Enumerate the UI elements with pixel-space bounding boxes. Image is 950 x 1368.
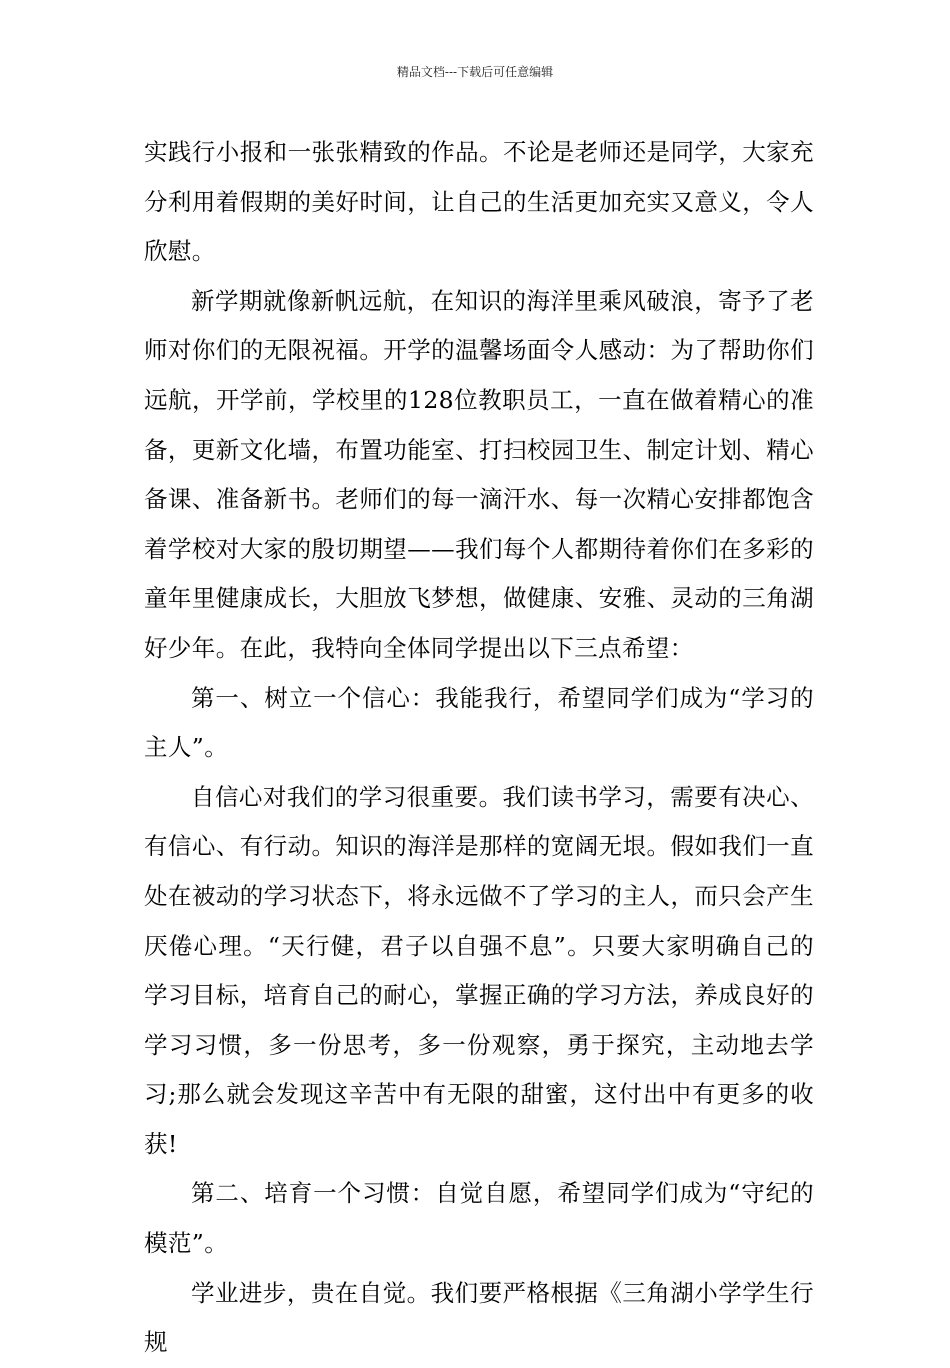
paragraph-3: 第一、树立一个信心：我能我行，希望同学们成为“学习的主人”。	[144, 683, 814, 762]
paragraph-5: 第二、培育一个习惯：自觉自愿，希望同学们成为“守纪的模范”。	[144, 1179, 814, 1258]
page-header: 精品文档---下载后可任意编辑	[396, 65, 554, 79]
paragraph-4: 自信心对我们的学习很重要。我们读书学习，需要有决心、有信心、有行动。知识的海洋是那样的宽阔无垠。假如我们一直处在被动的学习状态下，将永远做不了学习的主人，而只会产生厌倦心理。“天行健，君子以自强不息”。只要大家明确自己的学习目标，培育自己的耐心，掌握正确的学习方法，养成良好的学习习惯，多一份思考，多一份观察，勇于探究，主动地去学习;那么就会发现这辛苦中有无限的甜蜜，这付出中有更多的收获!	[144, 782, 814, 1158]
document-body	[144, 128, 814, 1368]
paragraph-1: 实践行小报和一张张精致的作品。不论是老师还是同学，大家充分利用着假期的美好时间，让自己的生活更加充实又意义，令人欣慰。	[144, 138, 814, 266]
paragraph-6: 学业进步，贵在自觉。我们要严格根据《三角湖小学学生行规	[144, 1278, 814, 1357]
paragraph-2: 新学期就像新帆远航，在知识的海洋里乘风破浪，寄予了老师对你们的无限祝福。开学的温馨场面令人感动：为了帮助你们远航，开学前，学校里的128位教职员工，一直在做着精心的准备，更新文化墙，布置功能室、打扫校园卫生、制定计划、精心备课、准备新书。老师们的每一滴汗水、每一次精心安排都饱含着学校对大家的殷切期望——我们每个人都期待着你们在多彩的童年里健康成长，大胆放飞梦想，做健康、安雅、灵动的三角湖好少年。在此，我特向全体同学提出以下三点希望：	[144, 286, 814, 662]
